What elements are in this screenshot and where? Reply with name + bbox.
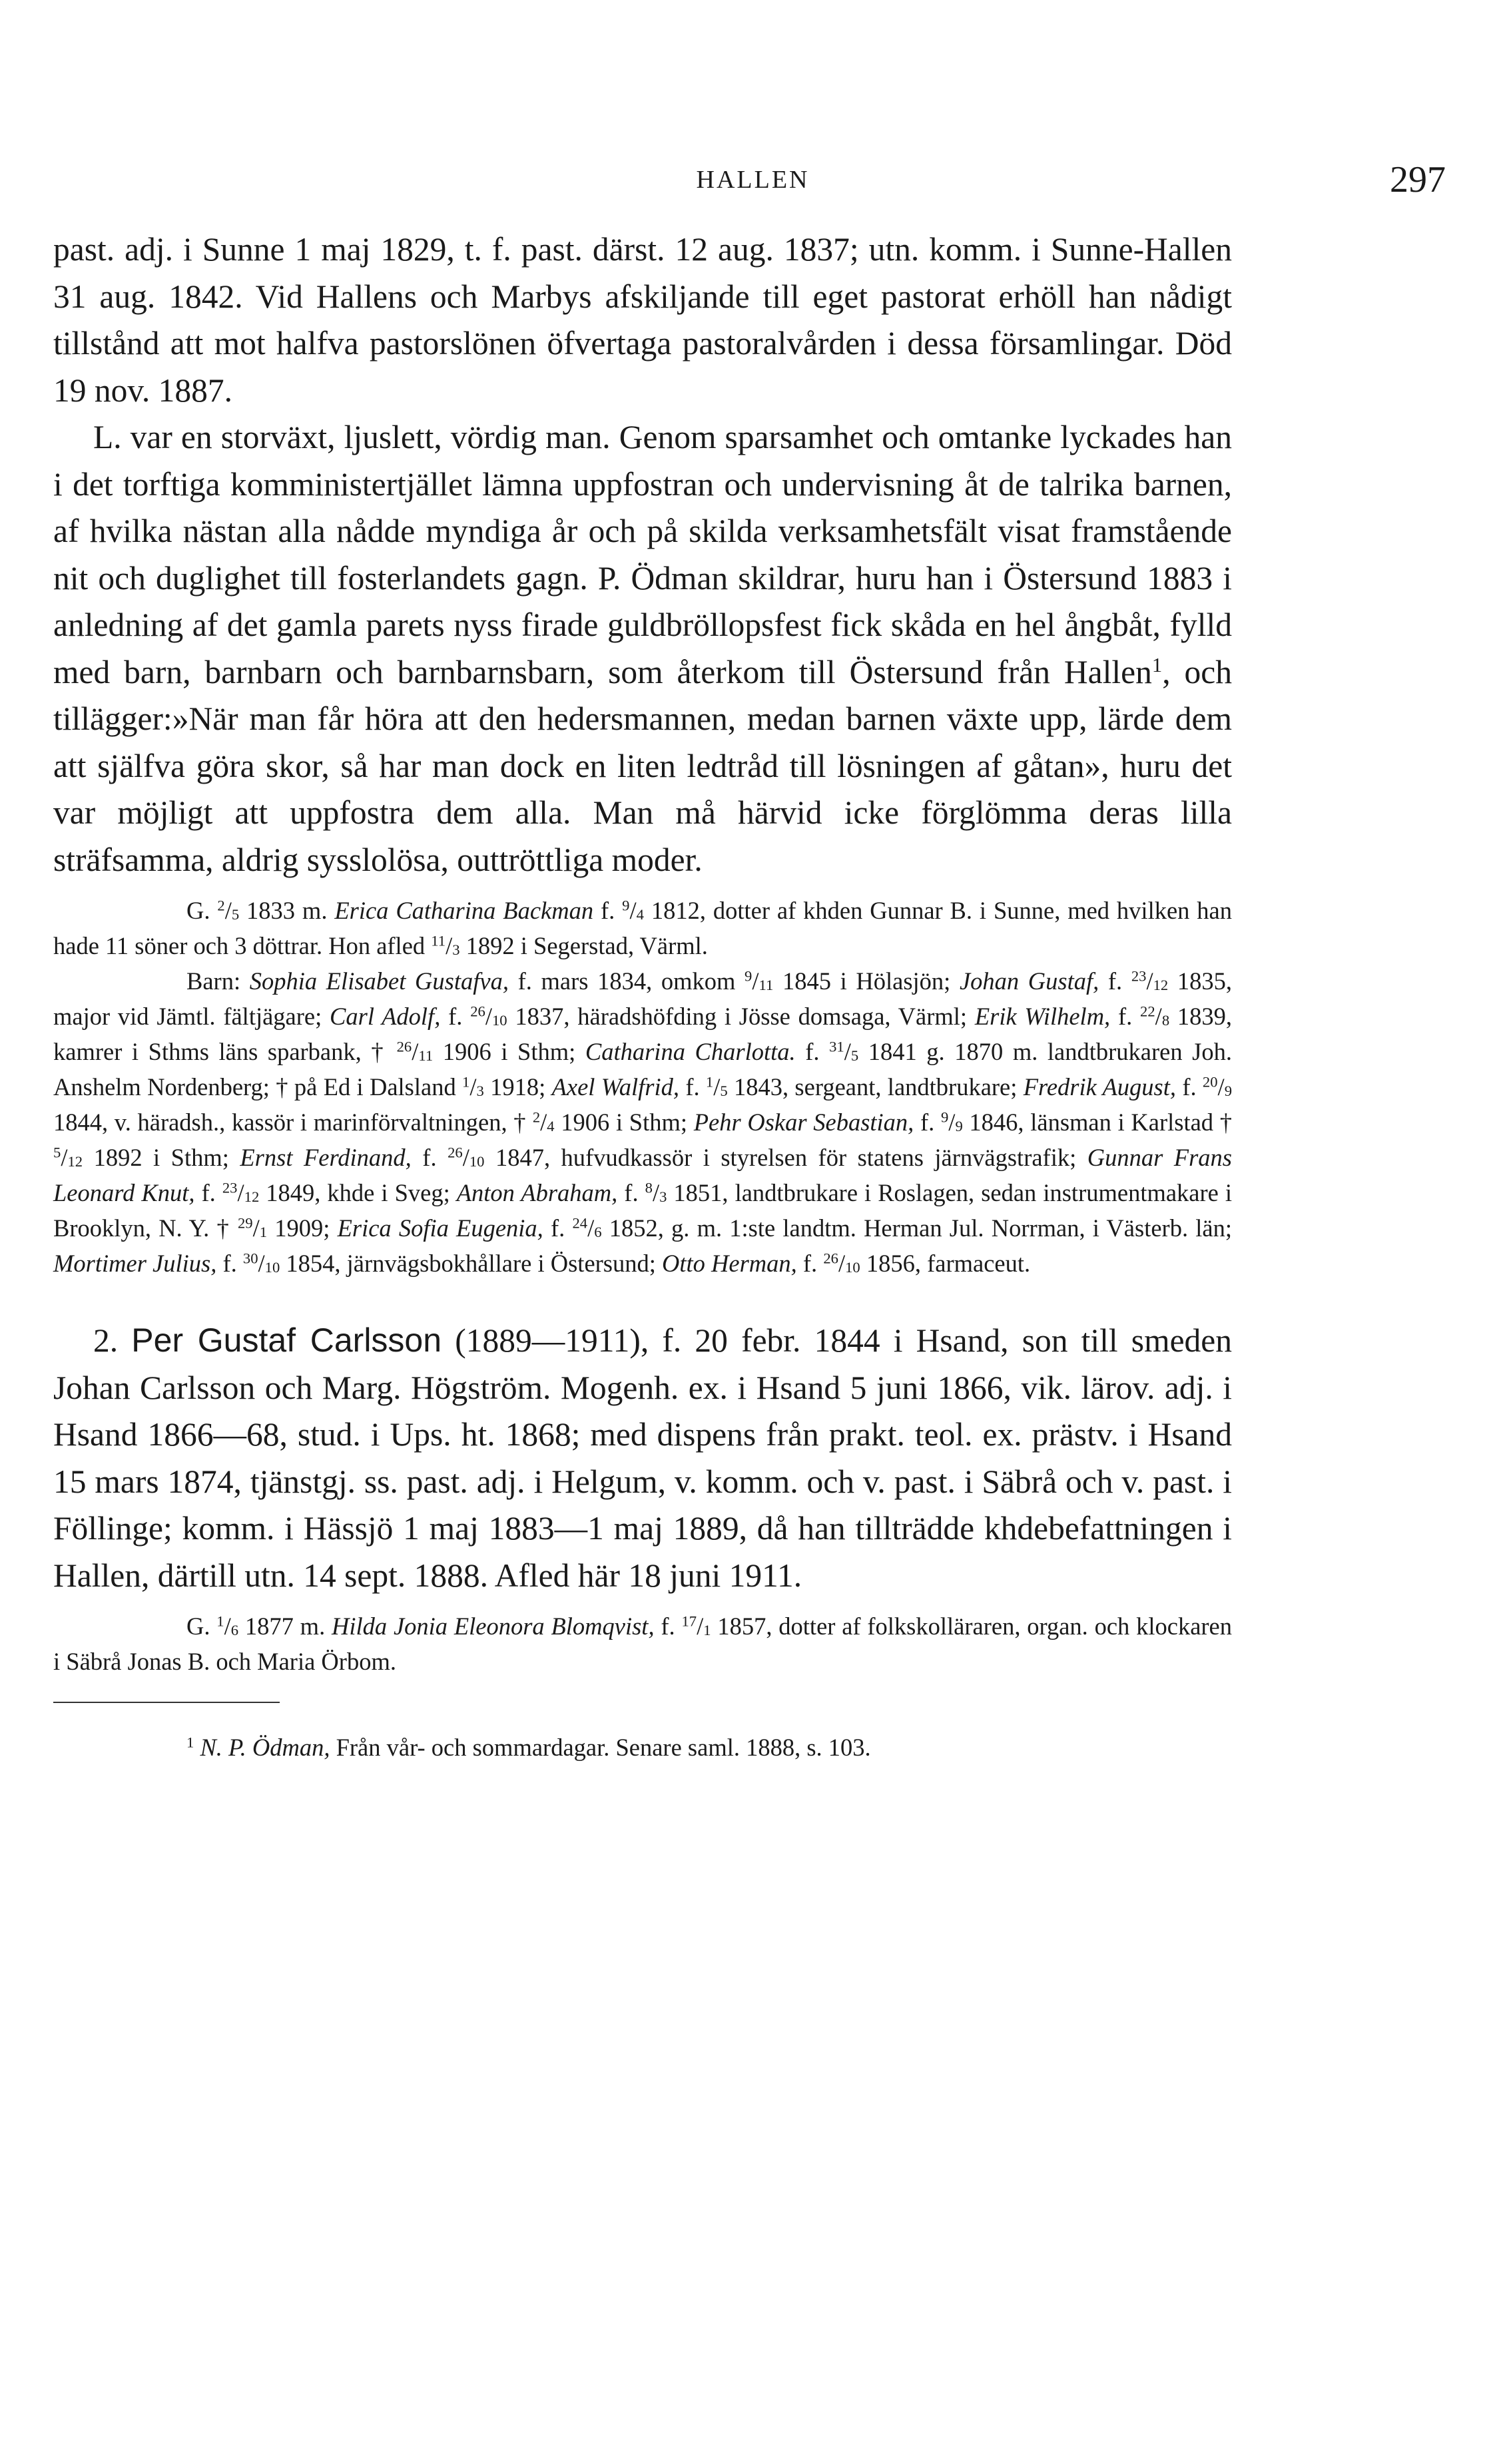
superscript: 9 [940,1109,949,1126]
text-run: / [587,1214,595,1242]
italic-name: Pehr Oskar Sebastian, [693,1109,914,1136]
superscript: 23 [1131,967,1147,985]
main-text [53,226,1232,1765]
subscript: 8 [1161,1012,1170,1029]
text-run: / [224,1612,231,1640]
page-number: 297 [1390,159,1446,200]
text-run: 1851, landtbrukare i Roslagen, sedan instrumentmakare i Brooklyn, N. Y. † [53,1179,1233,1242]
italic-name: Ernst Ferdinand, [240,1144,412,1171]
text-run: 1833 m. [239,897,335,924]
superscript: 2 [217,897,225,914]
page-header [53,158,1452,212]
text-run: / [412,1038,419,1065]
text-run: / [1217,1073,1225,1101]
italic-name: Hilda Jonia Eleonora Blomqvist, [332,1612,655,1640]
text-run: / [224,897,232,924]
italic-name: Johan Gustaf, [959,967,1099,995]
paragraph-character-part-1: L. var en storväxt, ljuslett, vördig man. Genom sparsamhet och omtanke lyckades han i det torftiga komministertjället lämna uppfostran och undervisning åt de talrika barnen, af hvilka nästan alla nådde myndiga år och på skilda verksamhetsfält visat framstående nit och duglighet till fosterlandets gagn. P. Ödman skildrar, huru han i Östersund 1883 i anledning af det gamla parets nyss firade guldbröllopsfest fick skåda en hel ångbåt, fylld med barn, barnbarn och barnbarnsbarn, som återkom till Östersund från Hallen [53,419,1232,690]
superscript: 26 [823,1250,838,1267]
running-title: HALLEN [696,166,810,194]
subscript: 12 [67,1153,83,1170]
italic-name: Fredrik August, [1023,1073,1177,1101]
entry-per-gustaf-carlsson [53,1317,1232,1599]
text-run: Barn: [186,967,250,995]
italic-name: Gunnar Frans Leonard Knut, [53,1144,1232,1206]
footnote [53,1730,1232,1765]
superscript: 1 [462,1073,470,1091]
text-run: / [629,897,637,924]
entry-name: Per Gustaf Carlsson [131,1322,442,1359]
subscript: 5 [231,906,240,923]
subscript: 11 [758,977,774,994]
superscript: 23 [222,1179,238,1196]
text-run: / [652,1179,660,1206]
text-run: 1849, khde i Sveg; [259,1179,457,1206]
superscript: 30 [242,1250,258,1267]
text-run: 1845 i Hölasjön; [773,967,960,995]
superscript: 17 [681,1612,697,1630]
text-run: / [462,1144,469,1171]
text-run: f. [216,1250,243,1277]
subscript: 3 [659,1188,667,1206]
subscript: 10 [264,1259,280,1276]
subscript: 5 [720,1083,728,1100]
subscript: 10 [491,1012,507,1029]
text-run: 1852, g. m. 1:ste landtm. Herman Jul. Norrman, i Västerb. län; [601,1214,1232,1242]
italic-name: Axel Walfrid, [551,1073,680,1101]
text-run: f. mars 1834, omkom [508,967,745,995]
superscript: 26 [396,1038,412,1055]
text-run: 1892 i Segerstad, Värml. [459,932,708,959]
text-run: Från vår- och sommardagar. Senare saml. 1888, s. 103. [330,1734,871,1761]
text-run: / [844,1038,851,1065]
subscript: 12 [244,1188,260,1206]
text-run: / [61,1144,68,1171]
text-run: / [485,1003,492,1030]
superscript: 20 [1202,1073,1218,1091]
superscript: 2 [532,1109,541,1126]
italic-name: Mortimer Julius, [53,1250,217,1277]
text-run: / [1146,967,1153,995]
text-run: f. [796,1250,824,1277]
text-run: 1846, länsman i Karlstad † [962,1109,1232,1136]
text-run: / [752,967,759,995]
text-run: 1847, hufvudkassör i styrelsen för statens järnvägstrafik; [484,1144,1087,1171]
text-run: / [469,1073,477,1101]
italic-name: Erica Sofia Eugenia, [337,1214,543,1242]
text-run: / [697,1612,704,1640]
italic-name: Erica Catharina Backman [334,897,594,924]
text-run: f. [1176,1073,1203,1101]
subscript: 9 [955,1118,963,1135]
superscript: 31 [829,1038,844,1055]
subscript: 4 [547,1118,555,1135]
text-run: f. [543,1214,573,1242]
text-run: / [1155,1003,1162,1030]
text-run: f. [654,1612,682,1640]
text-run: 1835, major vid Jämtl. fältjägare; [53,967,1232,1030]
text-run: 1837, häradshöfding i Jösse domsaga, Värml; [507,1003,975,1030]
text-run: 1892 i Sthm; [83,1144,240,1171]
text-run: 1857, dotter af folkskolläraren, organ. och klockaren i Säbrå Jonas B. och Maria Örbom. [53,1612,1233,1675]
text-run: / [540,1109,547,1136]
text-run: f. [440,1003,471,1030]
text-run: / [948,1109,956,1136]
superscript: 22 [1140,1003,1155,1020]
text-run: 1877 m. [238,1612,332,1640]
superscript: 26 [470,1003,485,1020]
italic-name: Erik Wilhelm, [974,1003,1111,1030]
text-run: / [237,1179,244,1206]
text-run: 1856, farmaceut. [860,1250,1031,1277]
superscript: 29 [237,1214,253,1232]
italic-name: Carl Adolf, [330,1003,441,1030]
text-run: 1854, järnvägsbokhållare i Östersund; [280,1250,663,1277]
text-run: / [838,1250,846,1277]
paragraph-career-continued: past. adj. i Sunne 1 maj 1829, t. f. past. därst. 12 aug. 1837; utn. komm. i Sunne-Hallen 31 aug. 1842. Vid Hallens och Marbys afskiljande till eget pastorat erhöll han nådigt tillstånd att mot halfva pastorslönen öfvertaga pastoralvården i dessa församlingar. Död 19 nov. 1887. [53,231,1232,409]
text-run: f. [795,1038,830,1065]
text-run: f. [1099,967,1131,995]
text-run: G. [186,897,218,924]
subscript: 1 [259,1224,268,1241]
text-run: f. [679,1073,706,1101]
subscript: 6 [230,1622,239,1639]
superscript: 8 [645,1179,653,1196]
text-run: 1918; [483,1073,552,1101]
superscript: 9 [745,967,752,985]
text-run: 1909; [267,1214,338,1242]
subscript: 10 [469,1153,485,1170]
subscript: 12 [1153,977,1169,994]
superscript: 1 [705,1073,714,1091]
text-run: f. [1110,1003,1141,1030]
superscript: 5 [53,1144,61,1161]
footnote-rule [53,1702,280,1703]
superscript: 24 [572,1214,588,1232]
superscript: 9 [622,897,630,914]
text-run: 1906 i Sthm; [554,1109,694,1136]
text-run: 1812, dotter af khden Gunnar B. i Sunne, med hvilken han hade 11 söner och 3 döttrar. Hon afled [53,897,1233,959]
text-run: / [258,1250,265,1277]
italic-name: Sophia Elisabet Gustafva, [249,967,509,995]
text-run: f. [411,1144,448,1171]
superscript: 1 [186,1734,194,1751]
italic-name: N. P. Ödman, [200,1734,330,1761]
text-run: 1841 g. 1870 m. landtbrukaren Joh. Anshelm Nordenberg; † på Ed i Dalsland [53,1038,1233,1101]
italic-name: Anton Abraham, [456,1179,618,1206]
text-run: / [713,1073,721,1101]
text-run: 1843, sergeant, landtbrukare; [727,1073,1024,1101]
subscript: 5 [850,1047,859,1065]
text-run: 1906 i Sthm; [433,1038,585,1065]
text-run: 1844, v. häradsh., kassör i marinförvaltningen, † [53,1109,533,1136]
subscript: 4 [636,906,644,923]
superscript: 11 [431,932,446,949]
marriage-note-1 [53,893,1232,963]
entry-text: (1889—1911), f. 20 febr. 1844 i Hsand, son till smeden Johan Carlsson och Marg. Högström. Mogenh. ex. i Hsand 5 juni 1866, vik. lärov. adj. i Hsand 1866—68, stud. i Ups. ht. 1868; med dispens från prakt. teol. ex. prästv. i Hsand 15 mars 1874, tjänstgj. ss. past. adj. i Helgum, v. komm. och v. past. i Säbrå och v. past. i Föllinge; komm. i Hässjö 1 maj 1883—1 maj 1889, då han tillträdde khdebefattningen i Hallen, därtill utn. 14 sept. 1888. Afled här 18 juni 1911. [53,1322,1233,1594]
subscript: 11 [418,1047,434,1065]
superscript: 26 [448,1144,463,1161]
text-run: 1839, kamrer i Sthms läns sparbank, † [53,1003,1233,1065]
entry-number: 2. [93,1322,119,1359]
text-run: f. [914,1109,941,1136]
text-run: f. [593,897,623,924]
superscript: 1 [216,1612,224,1630]
subscript: 9 [1224,1083,1232,1100]
subscript: 6 [594,1224,602,1241]
text-run: f. [617,1179,645,1206]
children-list [53,963,1232,1281]
subscript: 1 [703,1622,711,1639]
subscript: 10 [845,1259,860,1276]
text-run: / [446,932,453,959]
subscript: 3 [476,1083,484,1100]
text-run: / [252,1214,260,1242]
text-run: f. [194,1179,222,1206]
subscript: 3 [452,941,460,959]
text-run: G. [186,1612,217,1640]
marriage-note-2 [53,1608,1232,1679]
paragraph-character-part-2: , och tillägger:»När man får höra att den hedersmannen, medan barnen växte upp, lärde dem att själfva göra skor, så har man dock en liten ledtråd till lösningen af gåtan», huru det var möjligt att uppfostra dem alla. Man må härvid icke förglömma deras lilla sträfsamma, aldrig sysslolösa, outtröttliga moder. [53,653,1232,878]
paragraph-character [53,414,1232,883]
italic-name: Catharina Charlotta. [585,1038,796,1065]
footnote-reference: 1 [1151,653,1163,676]
italic-name: Otto Herman, [662,1250,797,1277]
